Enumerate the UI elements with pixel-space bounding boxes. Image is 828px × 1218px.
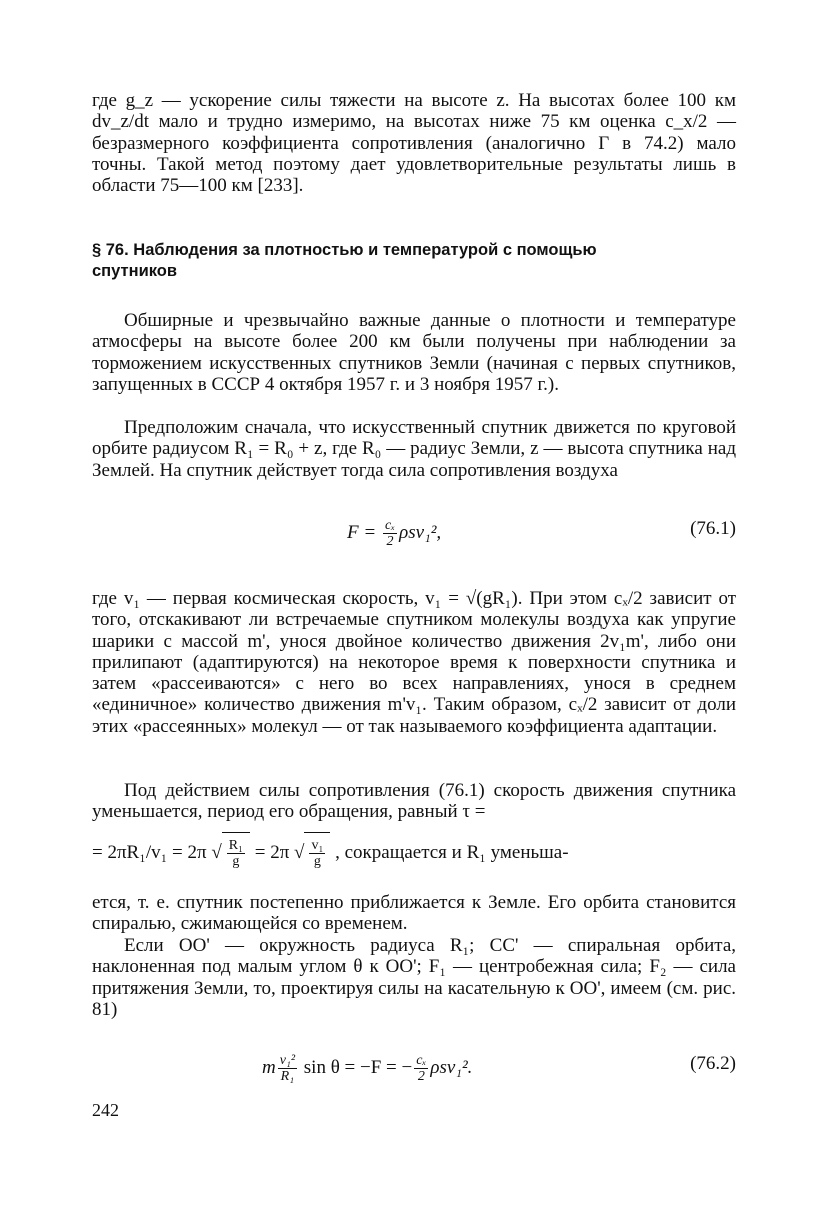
formula-76-2-frac2-denominator: 2 (417, 1069, 425, 1084)
paragraph-5 (92, 935, 736, 1020)
period-part-c: , сокращается и R₁ уменьша- (335, 842, 569, 863)
paragraph-3 (92, 588, 736, 737)
sqrt-symbol-2: √ (294, 842, 305, 863)
sqrt-2-numerator: v₁ (311, 838, 324, 854)
paragraph-2-text: Предположим сначала, что искусственный спутник движется по круговой орбите радиусом R₁ = R₀ + z, где R₀ — радиус Земли, z — высота спутника над Землей. На спутник действует тогда сила сопротивления воздуха (92, 417, 736, 481)
formula-76-2-frac2-numerator: cₓ (416, 1053, 427, 1068)
formula-76-2-fraction-1 (278, 1053, 297, 1084)
formula-76-1 (92, 510, 736, 550)
sqrt-radicand-2 (304, 832, 330, 873)
formula-76-2-mass: m (262, 1056, 276, 1078)
formula-76-2-expression (262, 1053, 472, 1084)
sqrt-symbol-1: √ (211, 842, 222, 863)
paragraph-3-text: где v₁ — первая космическая скорость, v₁ = √(gR₁). При этом cₓ/2 зависит от того, отскакивают ли встречаемые спутником молекулы воздуха как упругие шарики с массой m', унося двойное количество движения 2v₁m', либо они прилипают (адаптируются) на некоторое время к поверхности спутника и затем «рассеиваются» с него во всех направлениях, унося в среднем «единичное» количество движения m'v₁. Таким образом, cₓ/2 зависит от доли этих «рассеянных» молекул — от так называемого коэффициента адаптации. (92, 588, 736, 737)
formula-76-1-numerator: cₓ (384, 518, 396, 533)
paragraph-4-start (92, 780, 736, 823)
sqrt-2-denominator: g (313, 854, 321, 870)
formula-76-1-lhs: F = (347, 521, 381, 543)
paragraph-2 (92, 417, 736, 481)
section-heading: § 76. Наблюдения за плотностью и температурой с помощью спутников (92, 241, 597, 280)
paragraph-5-text: Если OO' — окружность радиуса R₁; CC' — спиральная орбита, наклоненная под малым углом θ к OO'; F₁ — центробежная сила; F₂ — сила притяжения Земли, то, проектируя силы на касательную к OO', имеем (см. рис. 81) (92, 935, 736, 1020)
formula-76-1-denominator: 2 (386, 534, 394, 549)
formula-76-2 (92, 1045, 736, 1095)
sqrt-fraction-2 (309, 838, 325, 869)
paragraph-1 (92, 310, 736, 395)
sqrt-1-denominator: g (232, 854, 240, 870)
formula-76-2-fraction-2 (414, 1053, 428, 1084)
formula-76-1-expression (347, 518, 441, 549)
formula-76-2-frac1-numerator: v₁² (279, 1053, 296, 1068)
equation-number-76-2: (76.2) (690, 1053, 736, 1074)
equation-number-76-1: (76.1) (690, 518, 736, 539)
paragraph-4-start-text: Под действием силы сопротивления (76.1) скорость движения спутника уменьшается, период его обращения, равный τ = (92, 780, 736, 823)
paragraph-4-end (92, 892, 736, 935)
paragraph-4-end-text: ется, т. е. спутник постепенно приближается к Земле. Его орбита становится спиралью, сжимающейся со временем. (92, 892, 736, 935)
sqrt-1-numerator: R₁ (228, 838, 243, 854)
page-number: 242 (92, 1100, 119, 1120)
sqrt-fraction-1 (227, 838, 245, 869)
formula-76-1-rhs: ρsv₁², (399, 521, 442, 543)
formula-76-2-middle: sin θ = −F = − (303, 1056, 413, 1078)
formula-76-1-fraction (383, 518, 397, 549)
intro-paragraph (92, 90, 736, 196)
intro-text: где g_z — ускорение силы тяжести на высоте z. На высотах более 100 км dv_z/dt мало и трудно измеримо, на высотах ниже 75 км оценка c_x/2 — безразмерного коэффициента сопротивления (аналогично Г в 74.2) мало точны. Такой метод поэтому дает удовлетворительные результаты лишь в области 75—100 км [233]. (92, 90, 736, 197)
period-part-a: = 2πR₁/v₁ = 2π (92, 842, 207, 863)
paragraph-1-text: Обширные и чрезвычайно важные данные о плотности и температуре атмосферы на высоте более 200 км были получены при наблюдении за торможением искусственных спутников Земли (начиная с первых спутников, запущенных в СССР 4 октября 1957 г. и 3 ноября 1957 г.). (92, 310, 736, 395)
period-formula-line (92, 832, 736, 873)
formula-76-2-frac1-denominator: R₁ (280, 1069, 295, 1084)
formula-76-2-tail: ρsv₁². (430, 1056, 473, 1078)
period-part-b: = 2π (254, 842, 290, 863)
sqrt-radicand-1 (222, 832, 250, 873)
